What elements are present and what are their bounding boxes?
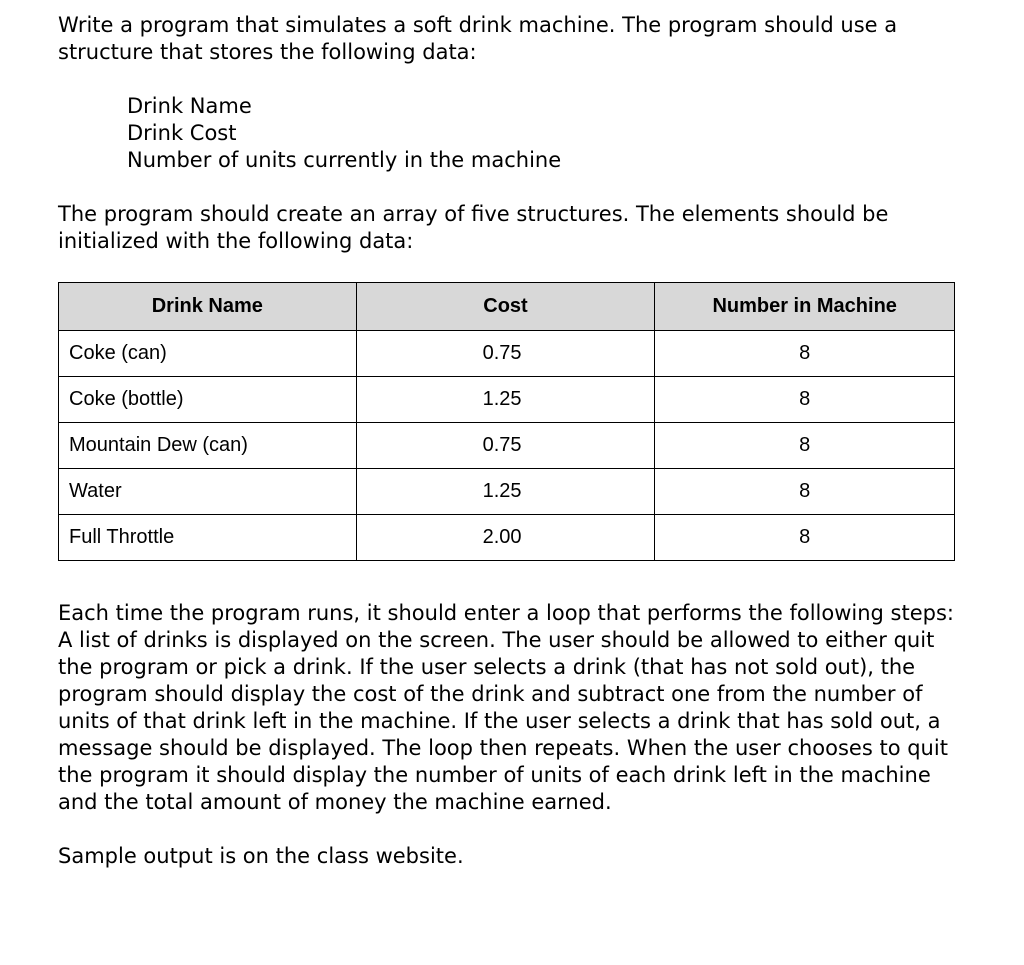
drink-cost-cell: 0.75	[356, 331, 655, 377]
field-item: Drink Name	[127, 94, 252, 118]
drink-count-cell: 8	[655, 423, 955, 469]
table-row	[59, 377, 955, 423]
drink-count-cell: 8	[655, 515, 955, 561]
table-row	[59, 469, 955, 515]
structure-field-list	[127, 93, 561, 174]
drink-count-cell: 8	[655, 377, 955, 423]
header-drink-name: Drink Name	[59, 283, 357, 331]
header-number-in-machine: Number in Machine	[655, 283, 955, 331]
drink-count-cell: 8	[655, 469, 955, 515]
drink-count-cell: 8	[655, 331, 955, 377]
intro-paragraph: Write a program that simulates a soft drink machine. The program should use a structure that stores the following data:	[58, 13, 898, 64]
init-paragraph: The program should create an array of five structures. The elements should be initialized with the following data:	[58, 202, 889, 253]
field-item: Drink Cost	[127, 121, 237, 145]
drink-name-cell: Mountain Dew (can)	[59, 423, 357, 469]
drink-cost-cell: 2.00	[356, 515, 655, 561]
sample-output-note: Sample output is on the class website.	[58, 844, 464, 868]
table-row	[59, 331, 955, 377]
drink-name-cell: Coke (can)	[59, 331, 357, 377]
table-header-row	[59, 283, 955, 331]
table-row	[59, 423, 955, 469]
drink-cost-cell: 0.75	[356, 423, 655, 469]
loop-steps-paragraph: Each time the program runs, it should enter a loop that performs the following steps: A list of drinks is displayed on the screen. The user should be allowed to either quit the program or pick a drink. If the user selects a drink (that has not sold out), the program should display the cost of the drink and subtract one from the number of units of that drink left in the machine. If the user selects a drink that has sold out, a message should be displayed. The loop then repeats. When the user chooses to quit the program it should display the number of units of each drink left in the machine and the total amount of money the machine earned.	[58, 601, 954, 814]
field-item: Number of units currently in the machine	[127, 148, 562, 172]
drink-cost-cell: 1.25	[356, 469, 655, 515]
drinks-table	[58, 282, 955, 561]
table-row	[59, 515, 955, 561]
header-cost: Cost	[356, 283, 655, 331]
drink-cost-cell: 1.25	[356, 377, 655, 423]
drink-name-cell: Coke (bottle)	[59, 377, 357, 423]
drink-name-cell: Water	[59, 469, 357, 515]
drink-name-cell: Full Throttle	[59, 515, 357, 561]
